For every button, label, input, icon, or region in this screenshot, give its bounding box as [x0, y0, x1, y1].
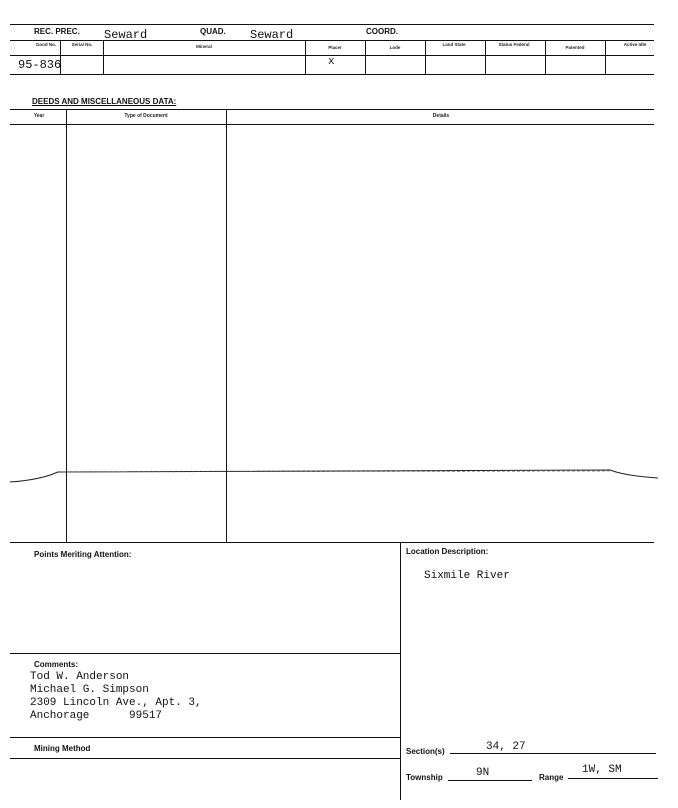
rec-prec-value: Seward: [104, 28, 148, 42]
col-land-state: Land State: [442, 42, 466, 47]
col-mineral: Mineral: [196, 44, 212, 49]
range-value: 1W, SM: [582, 764, 622, 776]
comments-line-2: Michael G. Simpson: [30, 684, 149, 696]
comments-label: Comments:: [34, 660, 79, 669]
deeds-table-bottom: [10, 542, 654, 543]
coord-label: COORD.: [366, 27, 398, 36]
col-good-no: Good No.: [35, 42, 57, 47]
lower-center-divider: [400, 542, 401, 800]
deeds-col-year: Year: [33, 113, 45, 119]
quad-label: QUAD.: [200, 27, 226, 36]
placer-value: x: [328, 56, 335, 68]
quad-value: Seward: [250, 28, 294, 42]
col-serial-no: Serial No.: [71, 42, 93, 47]
mining-method-label: Mining Method: [34, 744, 91, 753]
township-underline: [448, 780, 532, 781]
range-underline: [568, 778, 658, 779]
rec-prec-label: REC. PREC.: [34, 27, 80, 36]
claim-table-bottom: [10, 74, 654, 75]
section-label: Section(s): [406, 747, 445, 756]
page-seam-line: [10, 462, 658, 492]
section-value: 34, 27: [486, 741, 526, 753]
points-label: Points Meriting Attention:: [34, 550, 132, 559]
deeds-section-title: DEEDS AND MISCELLANEOUS DATA:: [32, 97, 177, 106]
good-no-value: 95-836: [18, 58, 62, 72]
deeds-header-bottom: [10, 124, 654, 125]
claim-col-divider-6: [485, 40, 486, 74]
col-status-federal: Status Federal: [498, 42, 530, 47]
comments-line-4: Anchorage 99517: [30, 710, 163, 722]
township-value: 9N: [476, 767, 490, 779]
col-active-idle: Active Idle: [623, 42, 647, 47]
top-border: [10, 24, 654, 25]
location-label: Location Description:: [406, 547, 489, 556]
claim-table-top: [10, 40, 654, 41]
range-label: Range: [539, 773, 564, 782]
col-patented: Patented: [565, 45, 585, 50]
claim-col-divider-5: [425, 40, 426, 74]
deeds-table-top: [10, 109, 654, 110]
claim-col-divider-8: [605, 40, 606, 74]
deeds-col-details: Details: [432, 113, 450, 119]
mining-method-top: [10, 737, 400, 738]
mining-method-bottom: [10, 758, 400, 759]
comments-line-1: Tod W. Anderson: [30, 671, 130, 683]
col-lode: Lode: [389, 45, 401, 50]
section-underline: [450, 753, 656, 754]
location-value: Sixmile River: [424, 570, 510, 582]
col-placer: Placer: [328, 45, 342, 50]
comments-line-3: 2309 Lincoln Ave., Apt. 3,: [30, 697, 202, 709]
deeds-col-type: Type of Document: [124, 113, 168, 119]
comments-top: [10, 653, 400, 654]
township-label: Township: [406, 773, 443, 782]
